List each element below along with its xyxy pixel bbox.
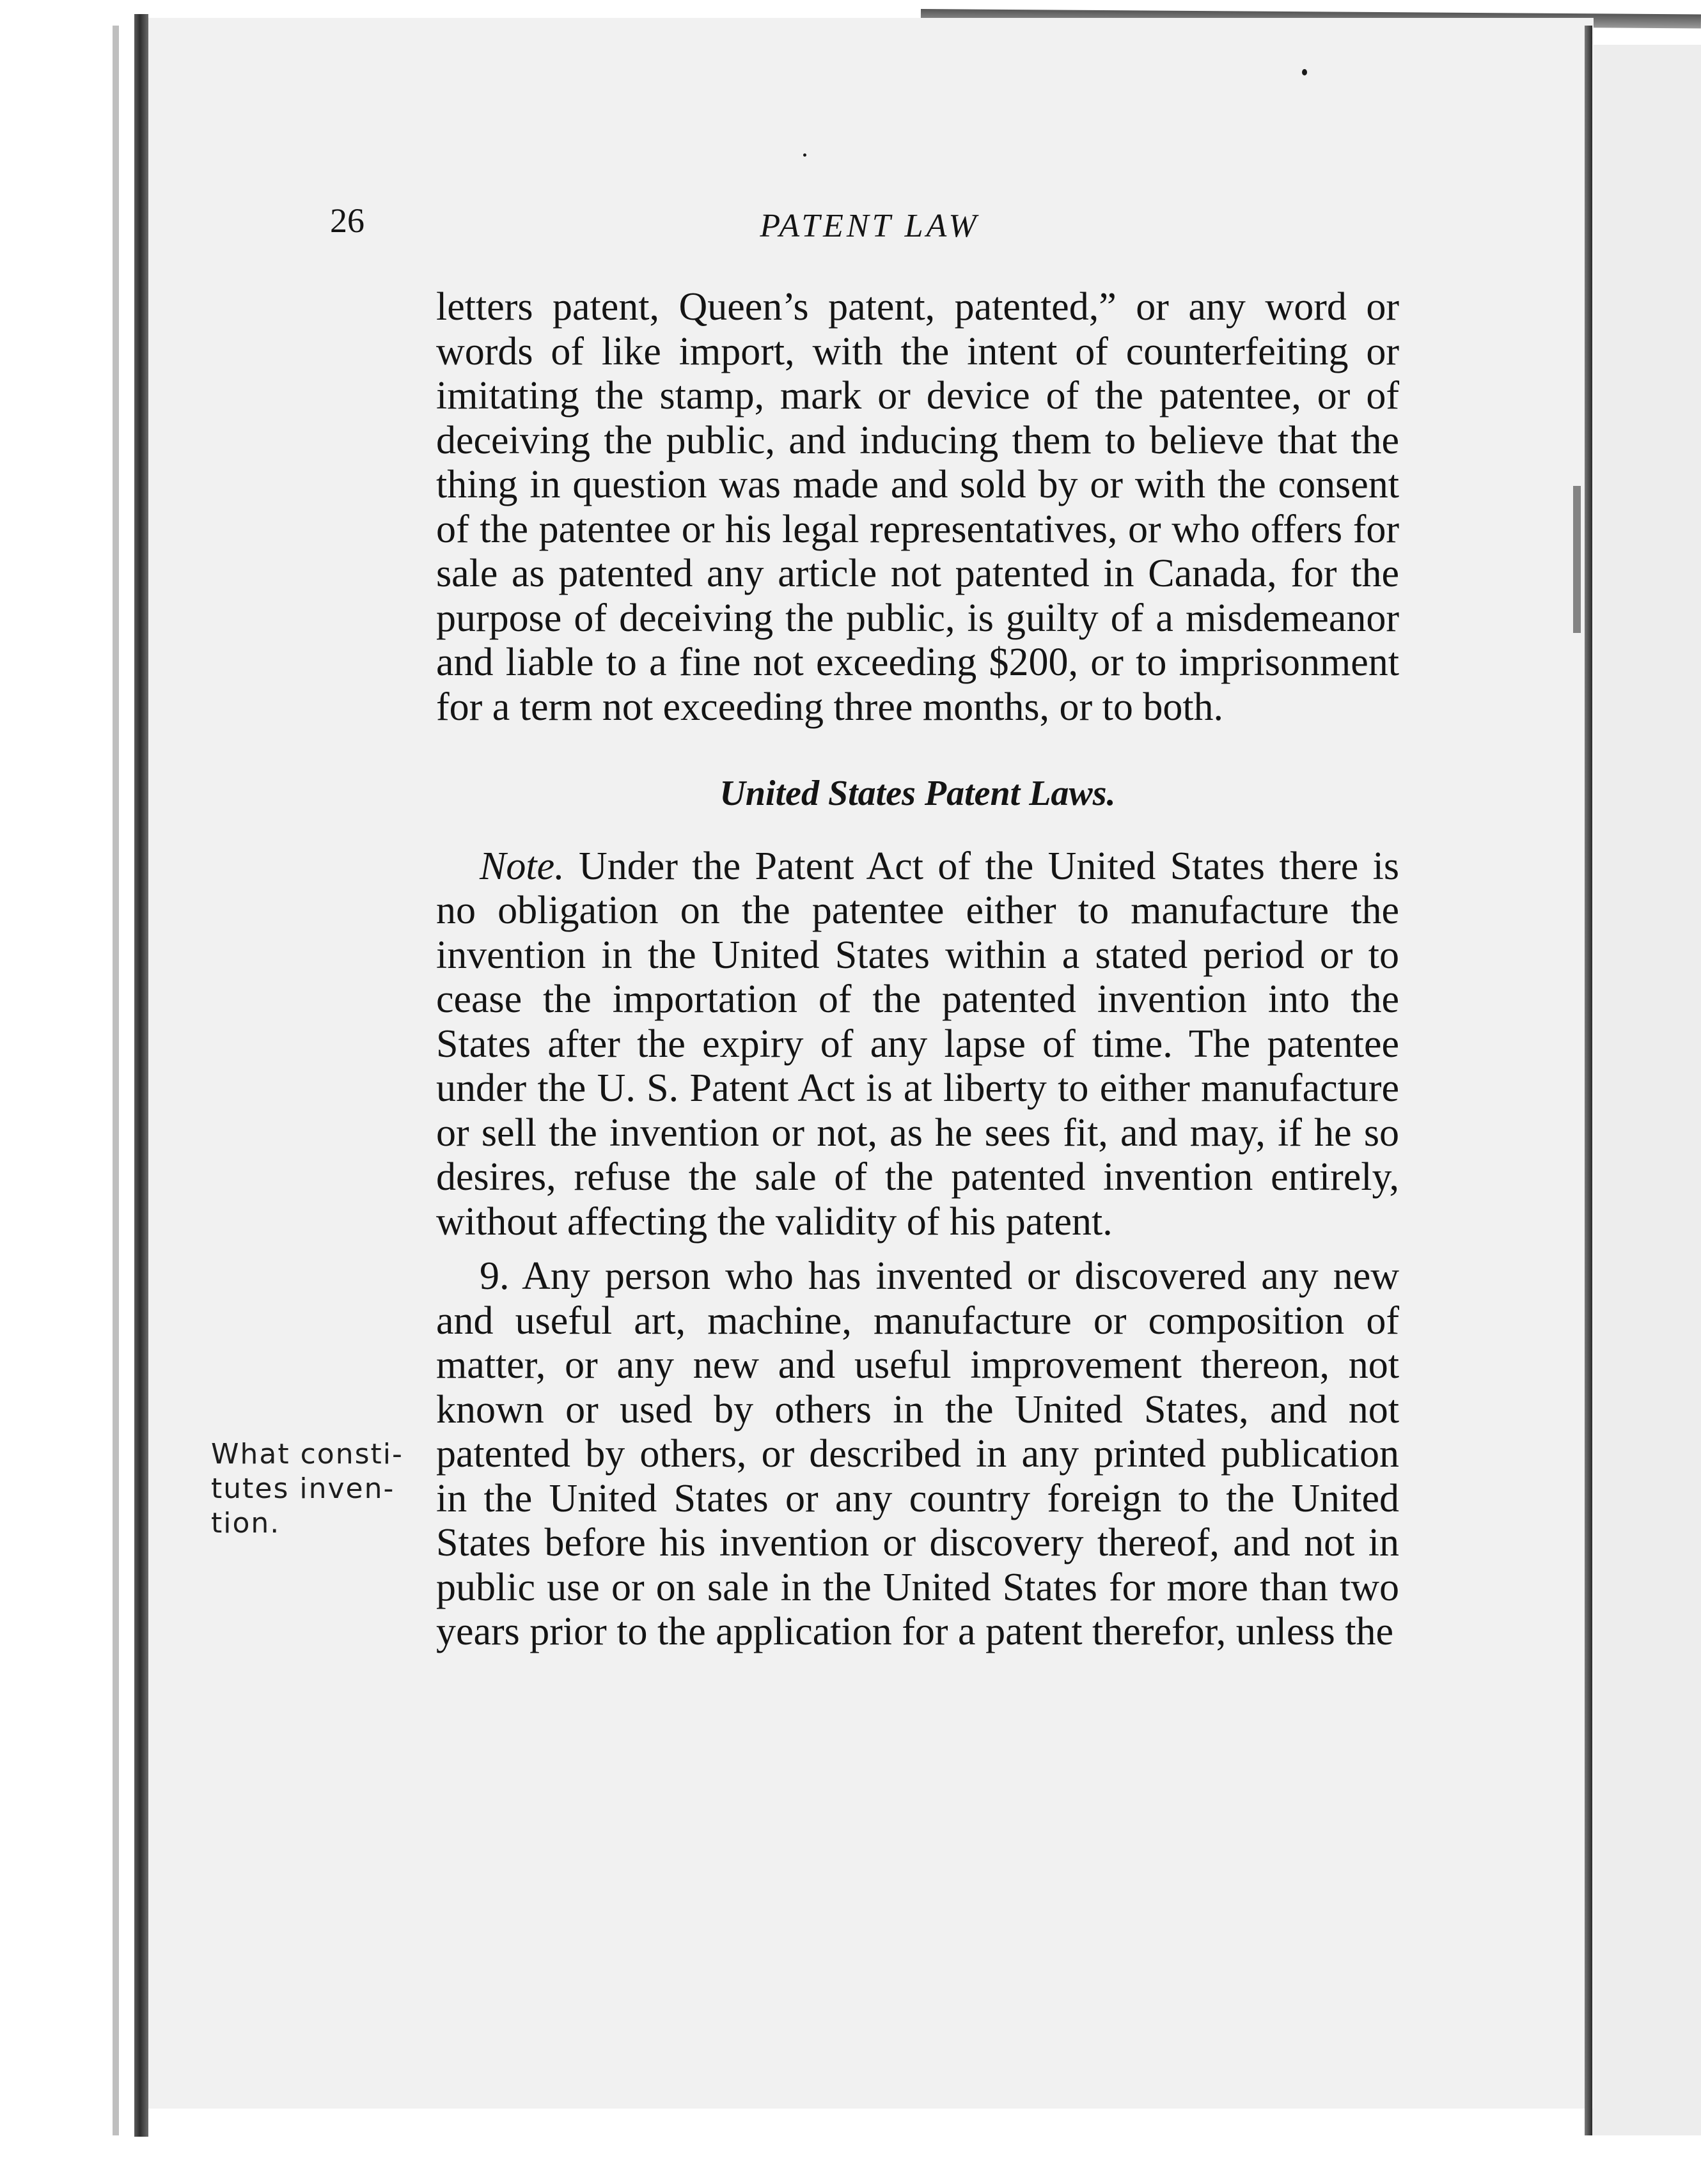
section-number: 9. <box>480 1254 510 1298</box>
note-text: Under the Patent Act of the United States there is no obligation on the patentee either to manufacture the invention in the United States within a stated period or to cease the importation of the patented invention into the States after the expiry of any lapse of time. The patentee under the U. S. Patent Act is at liberty to either manufacture or sell the invention or not, as he sees fit, and may, if he so desires, refuse the sale of the patented invention entirely, without affecting the validity of his patent. <box>436 844 1399 1244</box>
page-number: 26 <box>330 201 364 240</box>
scan-speck <box>1302 69 1307 75</box>
running-title: PATENT LAW <box>760 208 980 244</box>
marginal-note: What consti- tutes inven- tion. <box>211 1438 404 1540</box>
book-spine <box>134 14 148 2137</box>
text-column <box>436 285 1399 1655</box>
facing-page <box>1592 45 1701 2135</box>
book-spine-shadow <box>113 26 119 2135</box>
continuation-paragraph: letters patent, Queen’s patent, patented,” or any word or words of like import, with the intent of counterfeiting or imitating the stamp, mark or device of the patentee, or of deceiving the public, and inducing them to believe that the thing in question was made and sold by or with the consent of the patentee or his legal representatives, or who offers for sale as patented any article not patented in Canada, for the purpose of deceiving the public, is guilty of a misdemeanor and liable to a fine not exceeding $200, or to imprisonment for a term not exceeding three months, or to both. <box>436 285 1399 729</box>
note-paragraph <box>436 845 1399 1245</box>
scan-speck <box>803 153 806 157</box>
section-9-paragraph <box>436 1254 1399 1655</box>
facing-page-edge <box>1573 486 1581 633</box>
note-label: Note. <box>480 844 565 888</box>
section-heading: United States Patent Laws. <box>719 774 1116 813</box>
book-fore-edge <box>1585 26 1592 2135</box>
section-9-text: Any person who has invented or discovered any new and useful art, machine, manufacture or composition of matter, or any new and useful improvement thereon, not known or used by others in the United States, and not patented by others, or described in any printed publication in the United States or any country foreign to the United States before his invention or discovery thereof, and not in public use or on sale in the United States for more than two years prior to the application for a patent therefor, unless the <box>436 1254 1399 1653</box>
